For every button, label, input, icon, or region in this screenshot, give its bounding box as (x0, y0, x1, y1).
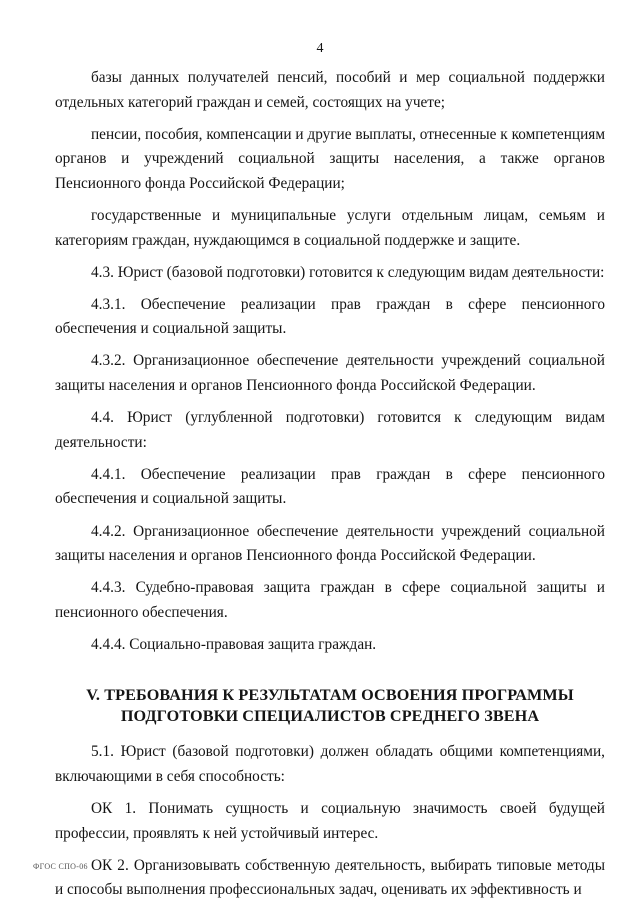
section-heading-line-1: V. ТРЕБОВАНИЯ К РЕЗУЛЬТАТАМ ОСВОЕНИЯ ПРОГРАММЫ (86, 686, 574, 705)
paragraph-4-4-1: 4.4.1. Обеспечение реализации прав граждан в сфере пенсионного обеспечения и социальной защиты. (55, 465, 605, 508)
paragraph-4-4-4: 4.4.4. Социально-правовая защита граждан. (91, 635, 377, 653)
paragraph-pensions-benefits: пенсии, пособия, компенсации и другие выплаты, отнесенные к компетенциям органов и учреждений социальной защиты населения, а также органов Пенсионного фонда Российской Федерации; (55, 125, 605, 192)
page-number: 4 (316, 41, 324, 56)
paragraph-ok-2: ОК 2. Организовывать собственную деятельность, выбирать типовые методы и способы выполнения профессиональных задач, оценивать их эффективность и (55, 856, 605, 899)
paragraph-5-1: 5.1. Юрист (базовой подготовки) должен обладать общими компетенциями, включающими в себя способность: (55, 743, 605, 786)
paragraph-4-3-1: 4.3.1. Обеспечение реализации прав граждан в сфере пенсионного обеспечения и социальной защиты. (55, 295, 605, 338)
paragraph-databases: базы данных получателей пенсий, пособий и мер социальной поддержки отдельных категорий граждан и семей, состоящих на учете; (55, 69, 605, 111)
section-heading (55, 685, 605, 727)
paragraph-4-4-2: 4.4.2. Организационное обеспечение деятельности учреждений социальной защиты населения и органов Пенсионного фонда Российской Федерации. (55, 522, 605, 565)
footer-stamp: ФГОС СПО-06 (33, 862, 88, 871)
section-heading-line-2: ПОДГОТОВКИ СПЕЦИАЛИСТОВ СРЕДНЕГО ЗВЕНА (120, 707, 540, 726)
paragraph-ok-1: ОК 1. Понимать сущность и социальную значимость своей будущей профессии, проявлять к ней устойчивый интерес. (55, 800, 605, 842)
document-body (55, 66, 605, 911)
paragraph-4-4-3: 4.4.3. Судебно-правовая защита граждан в сфере социальной защиты и пенсионного обеспечения. (55, 579, 605, 621)
paragraph-4-3-2: 4.3.2. Организационное обеспечение деятельности учреждений социальной защиты населения и органов Пенсионного фонда Российской Федерации. (55, 352, 605, 395)
paragraph-4-3: 4.3. Юрист (базовой подготовки) готовится к следующим видам деятельности: (91, 263, 605, 281)
paragraph-4-4: 4.4. Юрист (углубленной подготовки) готовится к следующим видам деятельности: (55, 409, 605, 451)
paragraph-public-services: государственные и муниципальные услуги отдельным лицам, семьям и категориям граждан, нуждающимся в социальной поддержке и защите. (55, 206, 605, 249)
